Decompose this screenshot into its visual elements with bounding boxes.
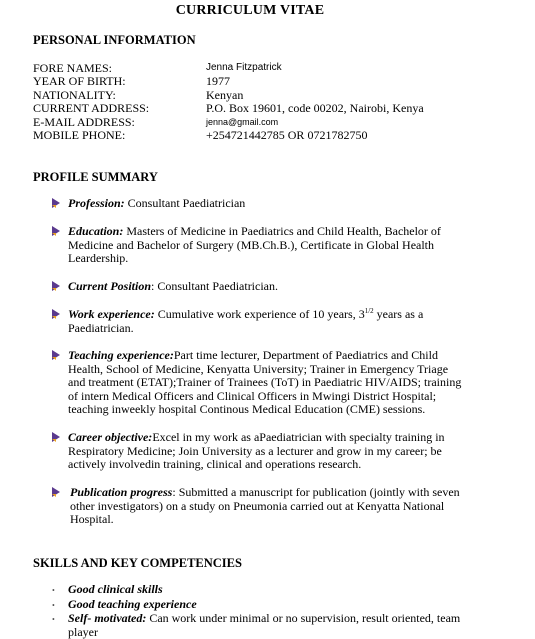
profile-item-education (68, 225, 468, 266)
section-heading-skills: SKILLS AND KEY COMPETENCIES (33, 556, 242, 570)
item-text: years as a Paediatrician. (68, 307, 424, 335)
info-label: E-MAIL ADDRESS: (33, 115, 135, 129)
item-text: Masters of Medicine in Paediatrics and Child Health, Bachelor of Medicine and Bachelor of Surgery (MB.Ch.B.), Certificate in Global Health Leardership. (68, 224, 441, 265)
profile-item-career-objective (68, 431, 468, 472)
profile-item-profession (68, 197, 468, 211)
item-superscript: 1/2 (364, 307, 374, 315)
arrow-bullet-icon (50, 308, 62, 320)
skill-bullet-icon: • (52, 601, 55, 610)
skill-item-teaching (68, 597, 488, 611)
info-value: Jenna Fitzpatrick (206, 62, 282, 73)
profile-item-publication-progress (70, 486, 470, 527)
info-label: MOBILE PHONE: (33, 128, 126, 142)
item-label: Work experience: (68, 307, 155, 321)
profile-item-teaching-experience (68, 349, 468, 417)
item-label: Current Position (68, 279, 152, 293)
item-text: Consultant Paediatrician (124, 196, 246, 210)
item-label: Teaching experience: (68, 348, 174, 362)
arrow-bullet-icon (50, 486, 62, 498)
page-title: CURRICULUM VITAE (175, 3, 325, 18)
skill-item-self-motivated (68, 611, 488, 639)
skill-bullet-icon: • (52, 586, 55, 595)
item-text: Cumulative work experience of 10 years, 3 (154, 307, 365, 321)
arrow-bullet-icon (50, 197, 62, 209)
section-heading-profile: PROFILE SUMMARY (33, 170, 158, 184)
item-label: Publication progress (70, 485, 173, 499)
info-value: P.O. Box 19601, code 00202, Nairobi, Kenya (206, 101, 424, 115)
profile-item-work-experience (68, 308, 468, 335)
skill-label: Good teaching experience (68, 597, 197, 611)
info-value: Kenyan (206, 88, 244, 102)
item-text: : Consultant Paediatrician. (151, 279, 279, 293)
item-label: Career objective: (68, 430, 153, 444)
item-text: : Submitted a manuscript for publication (jointly with seven other investigators) on a study on Pneumonia carried out at Kenyatta National Hospital. (70, 485, 460, 526)
skill-text: Can work under minimal or no supervision, result oriented, team player (68, 611, 461, 639)
email-value: jenna@gmail.com (206, 117, 279, 127)
item-text: Excel in my work as aPaediatrician with specialty training in Respiratory Medicine; Join University as a lecturer and grow in my career; be actively involvedin training, clinical and operations research. (68, 430, 445, 471)
skill-item-clinical (68, 582, 488, 596)
skill-bullet-icon: • (52, 615, 55, 624)
arrow-bullet-icon (50, 349, 62, 361)
info-value: +254721442785 OR 0721782750 (206, 128, 368, 142)
item-label: Profession: (68, 196, 125, 210)
arrow-bullet-icon (50, 280, 62, 292)
arrow-bullet-icon (50, 225, 62, 237)
info-value: 1977 (206, 74, 230, 88)
section-heading-personal: PERSONAL INFORMATION (33, 33, 196, 47)
profile-item-current-position (68, 280, 468, 294)
info-label: CURRENT ADDRESS: (33, 101, 150, 115)
info-label: YEAR OF BIRTH: (33, 74, 126, 88)
item-label: Education: (68, 224, 124, 238)
info-label: FORE NAMES: (33, 61, 113, 75)
info-label: NATIONALITY: (33, 88, 116, 102)
item-text: Part time lecturer, Department of Paediatrics and Child Health, School of Medicine, Kenyatta University; Trainer in Emergency Triage and treatment (ETAT);Trainer of Trainees (ToT) in Paediatric HIV/AIDS; training of intern Medical Officers and Clinical Officers in Mwingi District Hospital; teaching inweekly hospital Continous Medical Education (CME) sessions. (68, 348, 462, 416)
arrow-bullet-icon (50, 431, 62, 443)
skill-label: Good clinical skills (68, 582, 163, 596)
skill-label: Self- motivated: (68, 611, 147, 625)
